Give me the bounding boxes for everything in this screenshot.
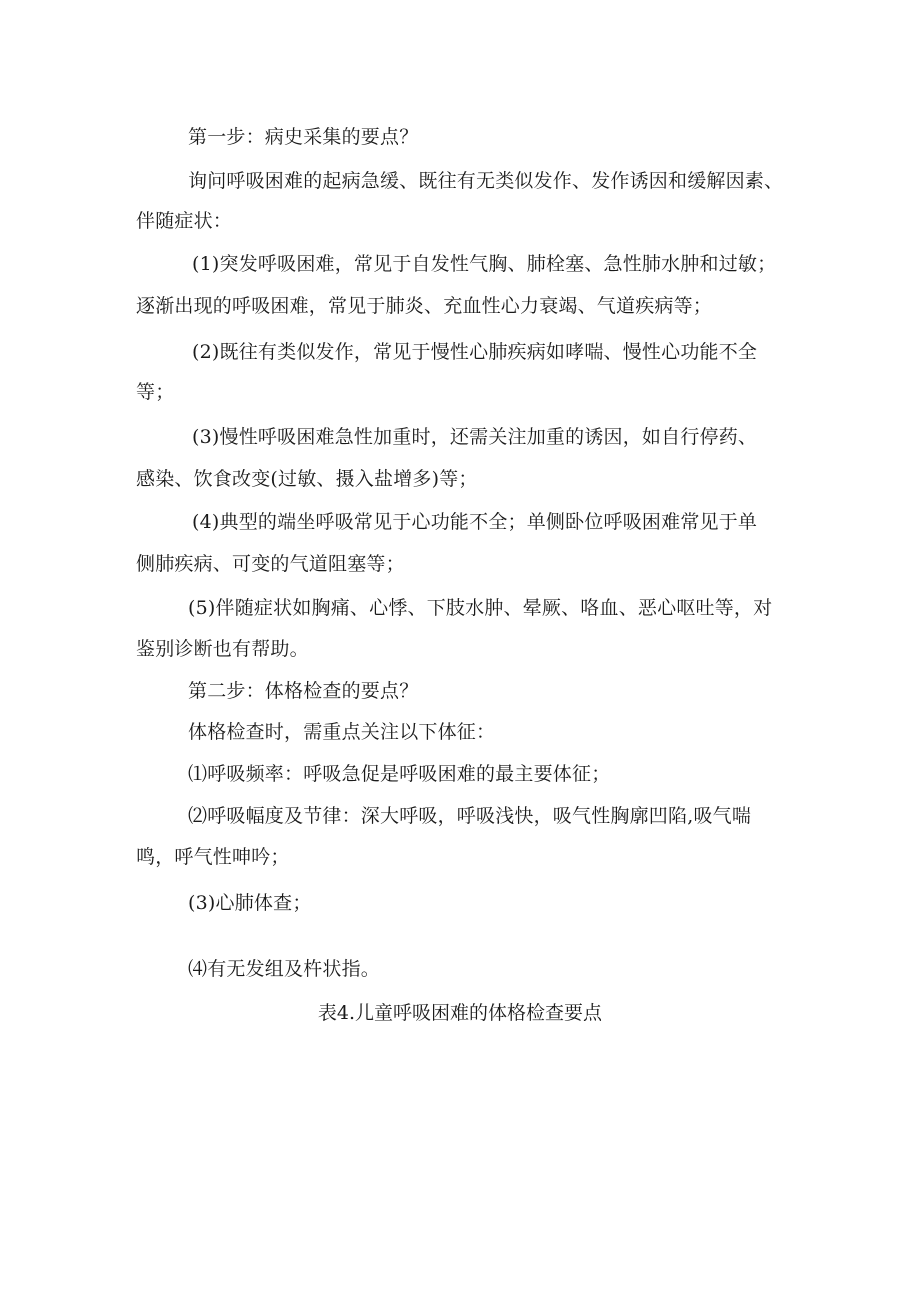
step1-item5-line1: (5)伴随症状如胸痛、心悸、下肢水肿、晕厥、咯血、恶心呕吐等，对 xyxy=(188,597,773,619)
step1-item5-line2: 鉴别诊断也有帮助。 xyxy=(136,638,309,660)
step2-heading: 第二步：体格检查的要点？ xyxy=(188,680,419,702)
step2-item2-line1: ⑵呼吸幅度及节律：深大呼吸，呼吸浅快，吸气性胸廓凹陷,吸气喘 xyxy=(188,805,752,827)
step2-intro: 体格检查时，需重点关注以下体征： xyxy=(188,721,496,743)
step2-item2-line2: 鸣，呼气性呻吟； xyxy=(136,846,290,868)
table-caption: 表4.儿童呼吸困难的体格检查要点 xyxy=(317,1002,603,1024)
step1-item2-line2: 等； xyxy=(136,381,175,403)
step1-intro-line2: 伴随症状： xyxy=(136,210,233,232)
step1-intro-line1: 询问呼吸困难的起病急缓、既往有无类似发作、发作诱因和缓解因素、 xyxy=(188,170,784,192)
step1-item1-line2: 逐渐出现的呼吸困难，常见于肺炎、充血性心力衰竭、气道疾病等； xyxy=(136,295,713,317)
step2-item4-line1: ⑷有无发组及杵状指。 xyxy=(188,958,381,980)
step1-item3-line2: 感染、饮食改变(过敏、摄入盐增多)等； xyxy=(136,468,478,490)
step1-item4-line1: (4)典型的端坐呼吸常见于心功能不全；单侧卧位呼吸困难常见于单 xyxy=(192,511,758,533)
step2-item1-line1: ⑴呼吸频率：呼吸急促是呼吸困难的最主要体征； xyxy=(188,763,611,785)
step1-item3-line1: (3)慢性呼吸困难急性加重时，还需关注加重的诱因，如自行停药、 xyxy=(192,426,758,448)
step1-heading: 第一步：病史采集的要点？ xyxy=(188,126,419,148)
step1-item2-line1: (2)既往有类似发作，常见于慢性心肺疾病如哮喘、慢性心功能不全 xyxy=(192,341,758,363)
step1-item1-line1: (1)突发呼吸困难，常见于自发性气胸、肺栓塞、急性肺水肿和过敏； xyxy=(192,253,777,275)
step1-item4-line2: 侧肺疾病、可变的气道阻塞等； xyxy=(136,553,405,575)
step2-item3-line1: (3)心肺体查； xyxy=(188,892,312,914)
